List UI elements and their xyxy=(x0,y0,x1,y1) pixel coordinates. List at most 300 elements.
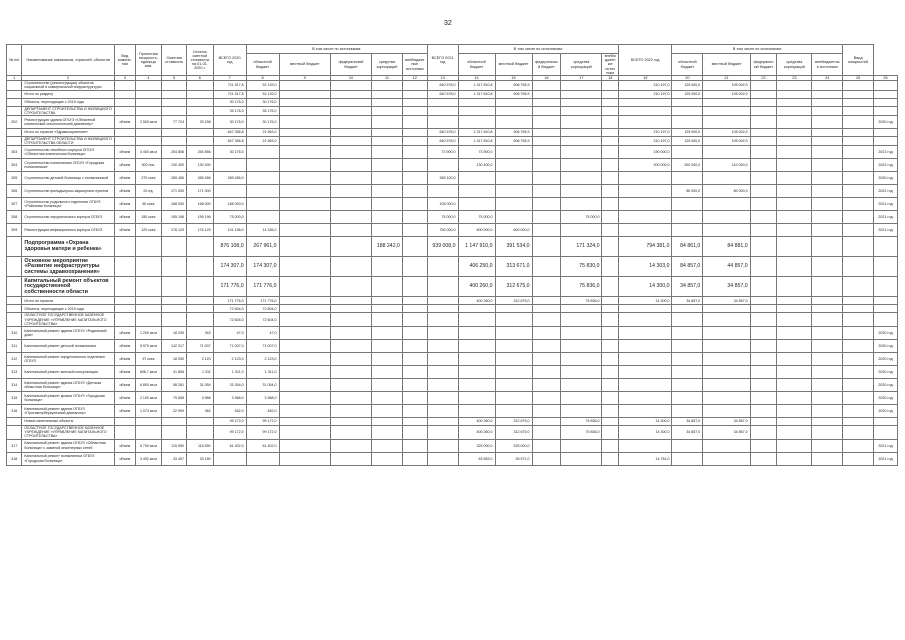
table-cell xyxy=(372,98,403,106)
table-cell xyxy=(114,106,135,115)
table-cell: 16 299 xyxy=(162,327,187,340)
table-cell xyxy=(618,340,671,353)
table-cell xyxy=(777,418,812,426)
table-cell xyxy=(495,116,532,129)
table-cell xyxy=(427,297,458,305)
table-cell: 61 402,0 xyxy=(213,439,246,452)
table-cell xyxy=(812,90,843,98)
table-cell xyxy=(162,237,187,257)
table-cell: 75 836,0 xyxy=(561,418,602,426)
table-cell xyxy=(843,237,874,257)
table-cell: 309 xyxy=(7,224,22,237)
table-cell xyxy=(402,257,427,277)
table-cell: 142 317 xyxy=(162,340,187,353)
table-cell xyxy=(672,340,703,353)
table-cell: 343 xyxy=(186,327,213,340)
table-cell xyxy=(843,224,874,237)
table-cell xyxy=(777,172,812,185)
table-cell xyxy=(495,106,532,115)
table-cell: 305 xyxy=(7,172,22,185)
table-cell xyxy=(372,366,403,379)
table-cell xyxy=(114,305,135,313)
table-cell xyxy=(246,172,279,185)
table-cell: 72 604,0 xyxy=(213,305,246,313)
column-number: 2 xyxy=(22,76,115,81)
table-cell xyxy=(330,224,371,237)
table-cell: 3 968,0 xyxy=(213,392,246,405)
table-cell xyxy=(246,211,279,224)
table-cell: 101 196,0 xyxy=(213,224,246,237)
table-cell: 876 108,0 xyxy=(213,237,246,257)
table-cell xyxy=(330,172,371,185)
table-cell xyxy=(330,405,371,418)
table-cell xyxy=(874,137,898,146)
table-cell xyxy=(372,340,403,353)
table-cell xyxy=(812,426,843,440)
table-cell: объем xyxy=(114,172,135,185)
table-cell xyxy=(777,353,812,366)
table-cell xyxy=(777,90,812,98)
table-cell xyxy=(427,392,458,405)
table-cell: 647 356,8 xyxy=(213,137,246,146)
table-cell xyxy=(812,277,843,297)
table-cell xyxy=(750,418,777,426)
table-cell xyxy=(812,327,843,340)
column-number: 20 xyxy=(672,76,703,81)
table-cell xyxy=(602,98,619,106)
table-cell xyxy=(532,237,561,257)
table-cell xyxy=(777,305,812,313)
table-cell: объем xyxy=(114,452,135,465)
table-cell xyxy=(777,106,812,115)
table-cell xyxy=(703,379,750,392)
table-cell xyxy=(812,146,843,159)
table-cell: 30 176,0 xyxy=(213,98,246,106)
table-cell xyxy=(561,452,602,465)
table-cell: 75 000,0 xyxy=(213,211,246,224)
column-number: 25 xyxy=(843,76,874,81)
table-cell: 71 007,0 xyxy=(246,340,279,353)
table-cell xyxy=(458,116,495,129)
table-cell xyxy=(750,159,777,172)
table-cell xyxy=(812,452,843,465)
table-cell xyxy=(703,98,750,106)
column-number: 5 xyxy=(162,76,187,81)
table-cell xyxy=(874,98,898,106)
table-cell xyxy=(279,257,330,277)
table-cell: Строительство родильного отделения ОГБУЗ «Районная больница» xyxy=(22,198,115,211)
table-cell: 311 xyxy=(7,340,22,353)
table-cell xyxy=(777,297,812,305)
table-cell xyxy=(246,146,279,159)
table-cell xyxy=(703,452,750,465)
table-cell: 312 xyxy=(7,353,22,366)
table-cell xyxy=(750,305,777,313)
table-cell: 34 857,0 xyxy=(672,426,703,440)
table-cell xyxy=(602,313,619,327)
table-cell xyxy=(812,172,843,185)
table-row xyxy=(7,237,898,257)
table-row xyxy=(7,297,898,305)
table-cell xyxy=(561,405,602,418)
table-cell xyxy=(561,81,602,90)
table-cell: 34 857,0 xyxy=(703,277,750,297)
column-number: 8 xyxy=(246,76,279,81)
table-cell: 312 675,0 xyxy=(495,418,532,426)
table-cell xyxy=(458,313,495,327)
corp-funds-header: средства корпораций xyxy=(561,54,602,76)
table-cell xyxy=(532,224,561,237)
total-2021-header: ВСЕГО 2021 год xyxy=(427,45,458,76)
table-cell xyxy=(602,405,619,418)
table-cell xyxy=(213,452,246,465)
table-cell: 314 xyxy=(7,379,22,392)
col-power-header: Проектная мощность, единица изм. xyxy=(135,45,162,76)
table-cell xyxy=(402,277,427,297)
table-cell xyxy=(532,305,561,313)
table-cell xyxy=(279,81,330,90)
table-cell xyxy=(372,405,403,418)
table-cell xyxy=(135,426,162,440)
table-cell xyxy=(843,129,874,137)
table-cell xyxy=(777,327,812,340)
table-cell xyxy=(372,198,403,211)
table-cell: 171 776,0 xyxy=(213,297,246,305)
table-cell xyxy=(602,237,619,257)
table-cell xyxy=(330,106,371,115)
table-cell: объем xyxy=(114,379,135,392)
table-cell xyxy=(672,405,703,418)
table-cell xyxy=(750,257,777,277)
table-cell: Основное мероприятие «Развитие инфраструктуры системы здравоохранения» xyxy=(22,257,115,277)
table-cell xyxy=(495,198,532,211)
table-cell xyxy=(843,392,874,405)
table-cell xyxy=(843,159,874,172)
table-cell: Капитальный ремонт объектов государственной собственности области xyxy=(22,277,115,297)
table-cell xyxy=(561,198,602,211)
table-cell xyxy=(372,129,403,137)
table-cell: 307 xyxy=(7,198,22,211)
table-cell xyxy=(812,340,843,353)
table-cell: объем xyxy=(114,366,135,379)
table-cell xyxy=(561,137,602,146)
table-cell xyxy=(672,313,703,327)
table-cell xyxy=(602,81,619,90)
table-cell xyxy=(402,366,427,379)
table-cell xyxy=(561,439,602,452)
table-cell xyxy=(843,327,874,340)
table-cell xyxy=(427,340,458,353)
table-cell xyxy=(703,211,750,224)
table-cell xyxy=(330,392,371,405)
table-cell: 99 172,0 xyxy=(213,426,246,440)
commissioning-header: Ввод мощностей xyxy=(843,45,874,76)
table-cell xyxy=(162,257,187,277)
table-cell: Итого по разделу xyxy=(22,90,115,98)
table-cell xyxy=(777,159,812,172)
table-cell: объем xyxy=(114,185,135,198)
total-2020-header: ВСЕГО 2020 год xyxy=(213,45,246,76)
table-cell xyxy=(427,116,458,129)
table-row xyxy=(7,426,898,440)
table-cell xyxy=(186,277,213,297)
table-cell xyxy=(372,172,403,185)
table-cell xyxy=(777,129,812,137)
table-cell: объем xyxy=(114,211,135,224)
table-cell xyxy=(672,452,703,465)
table-cell xyxy=(672,327,703,340)
table-cell: 21 963,0 xyxy=(246,129,279,137)
local-budget-header: местный бюджет xyxy=(703,54,750,76)
table-cell xyxy=(703,116,750,129)
table-cell xyxy=(602,185,619,198)
table-cell: 115 590 xyxy=(186,439,213,452)
table-cell xyxy=(427,452,458,465)
table-cell xyxy=(532,172,561,185)
table-cell: 168 000,0 xyxy=(213,198,246,211)
corp-funds-header: средства корпораций xyxy=(372,54,403,76)
sources-2021-header: В том числе по источникам: xyxy=(458,45,618,54)
table-cell: Капитальный ремонт детской поликлиники xyxy=(22,340,115,353)
table-cell: 188 242,0 xyxy=(372,237,403,257)
table-cell: 75 836,0 xyxy=(561,277,602,297)
table-cell xyxy=(561,313,602,327)
table-cell xyxy=(843,277,874,297)
table-cell xyxy=(672,439,703,452)
table-cell xyxy=(135,418,162,426)
table-cell: 1 317 810,8 xyxy=(458,129,495,137)
table-cell xyxy=(330,185,371,198)
table-cell: Капитальный ремонт женской консультации xyxy=(22,366,115,379)
table-cell xyxy=(777,379,812,392)
table-cell: 312 675,0 xyxy=(495,426,532,440)
table-cell xyxy=(602,426,619,440)
table-cell xyxy=(672,211,703,224)
table-cell xyxy=(114,237,135,257)
table-row xyxy=(7,159,898,172)
extra-funds-header: внебюджетные источники xyxy=(812,54,843,76)
table-cell xyxy=(532,159,561,172)
table-cell xyxy=(114,257,135,277)
table-cell xyxy=(372,353,403,366)
table-cell xyxy=(532,366,561,379)
table-cell xyxy=(330,159,371,172)
table-cell xyxy=(279,224,330,237)
table-cell xyxy=(135,98,162,106)
table-cell xyxy=(330,198,371,211)
table-cell xyxy=(495,146,532,159)
table-cell: 310 xyxy=(7,327,22,340)
table-cell xyxy=(532,426,561,440)
column-number: 12 xyxy=(402,76,427,81)
table-cell xyxy=(561,305,602,313)
table-row xyxy=(7,116,898,129)
table-cell: 325 000,0 xyxy=(458,439,495,452)
table-cell: Капитальный ремонт поликлиники ОГБУЗ «Городская больница» xyxy=(22,452,115,465)
table-cell xyxy=(750,81,777,90)
table-cell xyxy=(372,439,403,452)
table-cell xyxy=(602,277,619,297)
table-cell: 452,0 xyxy=(213,405,246,418)
table-cell: 115 590 xyxy=(162,439,187,452)
table-cell: 14 781,0 xyxy=(618,452,671,465)
table-cell xyxy=(874,237,898,257)
table-cell xyxy=(458,340,495,353)
table-row xyxy=(7,392,898,405)
table-cell xyxy=(114,297,135,305)
table-cell: 31 054 xyxy=(186,379,213,392)
table-row xyxy=(7,146,898,159)
table-cell xyxy=(162,137,187,146)
table-cell xyxy=(114,277,135,297)
table-cell xyxy=(561,224,602,237)
table-cell xyxy=(246,159,279,172)
table-cell xyxy=(7,129,22,137)
table-cell: 174 307,0 xyxy=(213,257,246,277)
table-cell xyxy=(213,159,246,172)
table-cell xyxy=(402,90,427,98)
obl-budget-header: областной бюджет xyxy=(246,54,279,76)
table-cell xyxy=(402,116,427,129)
table-cell: 75 000,0 xyxy=(427,211,458,224)
table-cell xyxy=(402,297,427,305)
table-cell xyxy=(279,327,330,340)
table-cell: 73 900,0 xyxy=(458,146,495,159)
table-cell xyxy=(186,81,213,90)
table-cell xyxy=(561,159,602,172)
table-cell xyxy=(843,366,874,379)
table-cell xyxy=(750,426,777,440)
table-cell: 939 008,0 xyxy=(427,237,458,257)
table-cell xyxy=(458,106,495,115)
table-cell xyxy=(7,90,22,98)
table-cell: 3 968 xyxy=(186,392,213,405)
table-cell: 18 050 xyxy=(162,353,187,366)
table-cell: 2 123,0 xyxy=(246,353,279,366)
table-cell: 63 583,0 xyxy=(458,452,495,465)
table-cell xyxy=(602,366,619,379)
table-cell: 34 857,0 xyxy=(703,297,750,305)
table-cell xyxy=(874,426,898,440)
table-cell xyxy=(812,313,843,327)
table-row xyxy=(7,129,898,137)
table-cell xyxy=(372,81,403,90)
table-cell xyxy=(618,211,671,224)
table-cell xyxy=(672,379,703,392)
table-cell xyxy=(330,340,371,353)
table-cell xyxy=(495,340,532,353)
table-cell: объем xyxy=(114,353,135,366)
table-cell: объем xyxy=(114,340,135,353)
table-cell xyxy=(532,439,561,452)
table-cell xyxy=(812,211,843,224)
table-cell: 2022 год xyxy=(874,159,898,172)
table-cell xyxy=(672,366,703,379)
table-cell: 21 963,0 xyxy=(246,137,279,146)
table-cell xyxy=(186,257,213,277)
table-cell: 125 000,0 xyxy=(672,137,703,146)
table-cell: 105 002,0 xyxy=(703,90,750,98)
table-cell: 150 коек xyxy=(135,211,162,224)
table-cell xyxy=(750,327,777,340)
table-cell: 315 xyxy=(7,392,22,405)
table-cell: Объекты, переходящие с 2019 года xyxy=(22,305,115,313)
table-cell: 5 970 кв.м xyxy=(135,340,162,353)
table-cell: 210 197,0 xyxy=(618,81,671,90)
table-cell: ДЕПАРТАМЕНТ СТРОИТЕЛЬСТВА И ЖИЛИЩНОГО СТРОИТЕЛЬСТВА ОБЛАСТИ xyxy=(22,137,115,146)
table-cell xyxy=(162,277,187,297)
table-cell xyxy=(114,137,135,146)
table-cell xyxy=(7,137,22,146)
table-cell xyxy=(750,452,777,465)
table-cell xyxy=(427,405,458,418)
table-cell xyxy=(843,379,874,392)
column-number: 15 xyxy=(495,76,532,81)
table-cell xyxy=(135,137,162,146)
table-cell: 2021 год xyxy=(874,146,898,159)
table-cell: 2020 год xyxy=(874,366,898,379)
table-cell: 2020 год xyxy=(874,172,898,185)
page-number: 32 xyxy=(444,20,452,27)
table-cell xyxy=(777,198,812,211)
table-cell xyxy=(279,379,330,392)
table-cell xyxy=(372,137,403,146)
table-cell xyxy=(495,366,532,379)
table-cell: 289 456,0 xyxy=(213,172,246,185)
table-cell: 5 700 кв.м xyxy=(135,439,162,452)
table-cell xyxy=(427,379,458,392)
table-cell xyxy=(532,129,561,137)
table-cell xyxy=(372,211,403,224)
table-cell xyxy=(532,327,561,340)
table-cell xyxy=(7,313,22,327)
table-cell: 210 197,0 xyxy=(618,90,671,98)
table-cell xyxy=(186,297,213,305)
table-cell: Новые капитальные объекты xyxy=(22,418,115,426)
table-cell: 400 260,0 xyxy=(458,297,495,305)
table-cell xyxy=(402,340,427,353)
table-cell xyxy=(561,392,602,405)
column-number: 19 xyxy=(618,76,671,81)
table-cell: 3 492 кв.м xyxy=(135,452,162,465)
table-cell xyxy=(372,106,403,115)
table-cell: 171 000 xyxy=(162,185,187,198)
table-cell xyxy=(703,405,750,418)
table-cell: 640 578,0 xyxy=(427,129,458,137)
table-cell xyxy=(162,313,187,327)
table-cell: Итого по отрасли xyxy=(22,297,115,305)
table-cell: 210 197,0 xyxy=(618,137,671,146)
table-cell: 300 пос. xyxy=(135,159,162,172)
table-cell xyxy=(427,366,458,379)
table-cell xyxy=(372,116,403,129)
table-cell: 58 281 xyxy=(162,379,187,392)
table-cell: 1 311 xyxy=(186,366,213,379)
table-cell xyxy=(703,305,750,313)
table-cell xyxy=(777,257,812,277)
table-row xyxy=(7,185,898,198)
table-cell xyxy=(330,81,371,90)
table-cell xyxy=(561,353,602,366)
table-cell xyxy=(186,137,213,146)
table-cell xyxy=(402,146,427,159)
table-row xyxy=(7,98,898,106)
table-cell: 2020 год xyxy=(874,379,898,392)
extra-funds-header: внебюджетные источники xyxy=(602,54,619,76)
table-cell: 506 765,9 xyxy=(495,81,532,90)
table-cell: 289 100,0 xyxy=(427,172,458,185)
table-cell xyxy=(495,172,532,185)
